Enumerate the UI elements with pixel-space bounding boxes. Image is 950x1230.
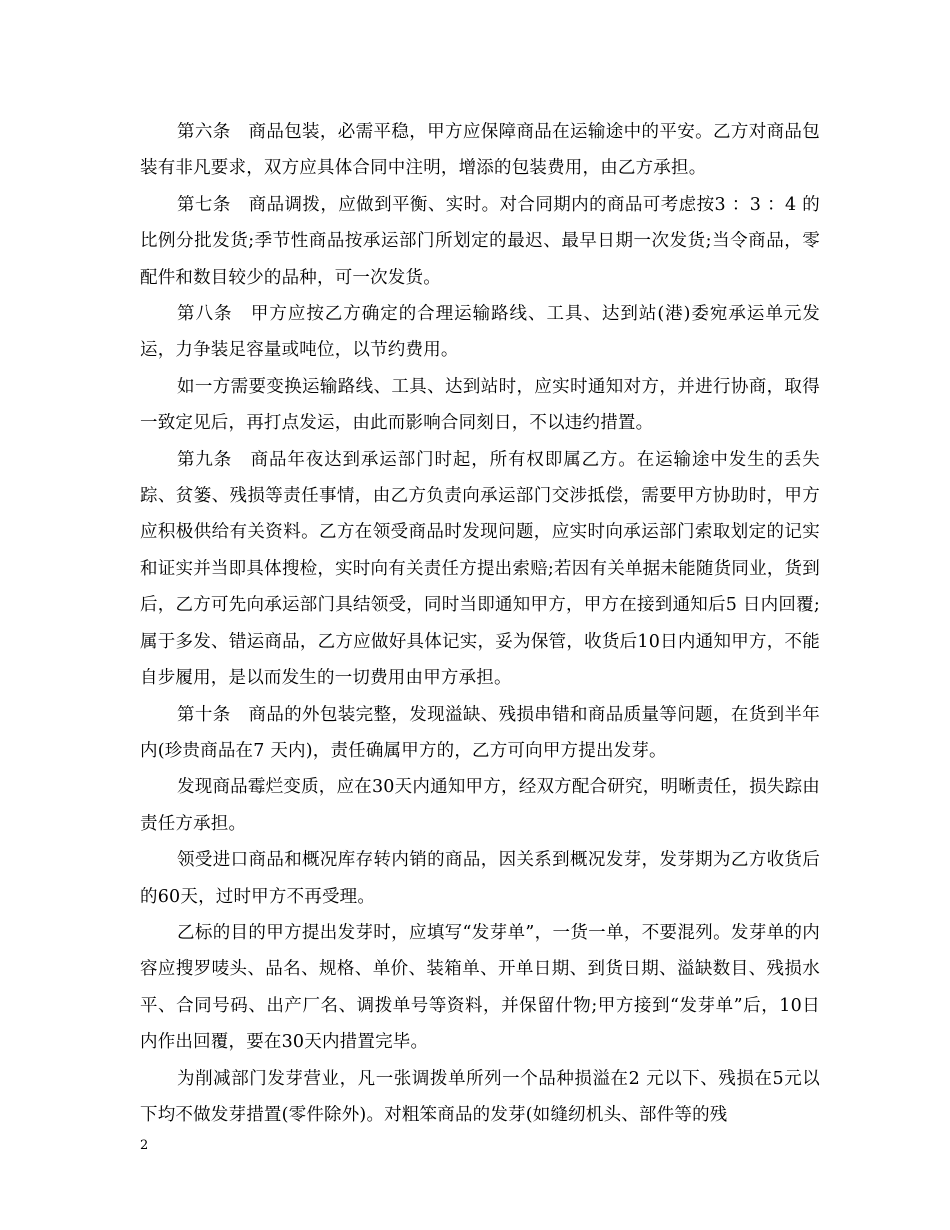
body-text: [140, 114, 820, 1133]
paragraph-article-8: 第八条 甲方应按乙方确定的合理运输路线、工具、达到站(港)委宛承运单元发运，力争装足容量或吨位，以节约费用。: [140, 304, 820, 361]
paragraph-claim-threshold: 为削减部门发芽营业，凡一张调拨单所列一个品种损溢在2 元以下、残损在5元以下均不做发芽措置(零件除外)。对粗笨商品的发芽(如缝纫机头、部件等的残: [140, 1068, 820, 1125]
paragraph-article-10: 第十条 商品的外包装完整，发现溢缺、残损串错和商品质量等问题，在货到半年内(珍贵商品在7 天内)，责任确属甲方的，乙方可向甲方提出发芽。: [140, 704, 820, 761]
page-number: 2: [140, 1138, 149, 1153]
paragraph-spoilage: 发现商品霉烂变质，应在30天内通知甲方，经双方配合研究，明晰责任，损失踪由责任方承担。: [140, 777, 820, 834]
paragraph-article-9: 第九条 商品年夜达到承运部门时起，所有权即属乙方。在运输途中发生的丢失踪、贫篓、残损等责任事情，由乙方负责向承运部门交涉抵偿，需要甲方协助时，甲方应积极供给有关资料。乙方在领受商品时发现问题，应实时向承运部门索取划定的记实和证实并当即具体搜检，实时向有关责任方提出索赔;若因有关单据未能随货同业，货到后，乙方可先向承运部门具结领受，同时当即通知甲方，甲方在接到通知后5 日内回覆;属于多发、错运商品，乙方应做好具体记实，妥为保管，收货后10日内通知甲方，不能自步履用，是以而发生的一切费用由甲方承担。: [140, 449, 820, 689]
paragraph-route-change: 如一方需要变换运输路线、工具、达到站时，应实时通知对方，并进行协商，取得一致定见后，再打点发运，由此而影响合同刻日，不以违约措置。: [140, 376, 820, 434]
paragraph-imported-goods: 领受进口商品和概况库存转内销的商品，因关系到概况发芽，发芽期为乙方收货后的60天，过时甲方不再受理。: [140, 850, 820, 907]
paragraph-claim-form: 乙标的目的甲方提出发芽时，应填写“发芽单”，一货一单，不要混列。发芽单的内容应搜罗唛头、品名、规格、单价、装箱单、开单日期、到货日期、溢缺数目、残损水平、合同号码、出产厂名、调拨单号等资料，并保留什物;甲方接到“发芽单”后，10日内作出回覆，要在30天内措置完毕。: [140, 922, 820, 1053]
paragraph-article-7: 第七条 商品调拨，应做到平衡、实时。对合同期内的商品可考虑按3 ：3 ：4 的比例分批发货;季节性商品按承运部门所划定的最迟、最早日期一次发货;当令商品，零配件和数目较少的品种，可一次发货。: [140, 194, 820, 288]
paragraph-article-6: 第六条 商品包装，必需平稳，甲方应保障商品在运输途中的平安。乙方对商品包装有非凡要求，双方应具体合同中注明，增添的包装费用，由乙方承担。: [140, 122, 820, 179]
